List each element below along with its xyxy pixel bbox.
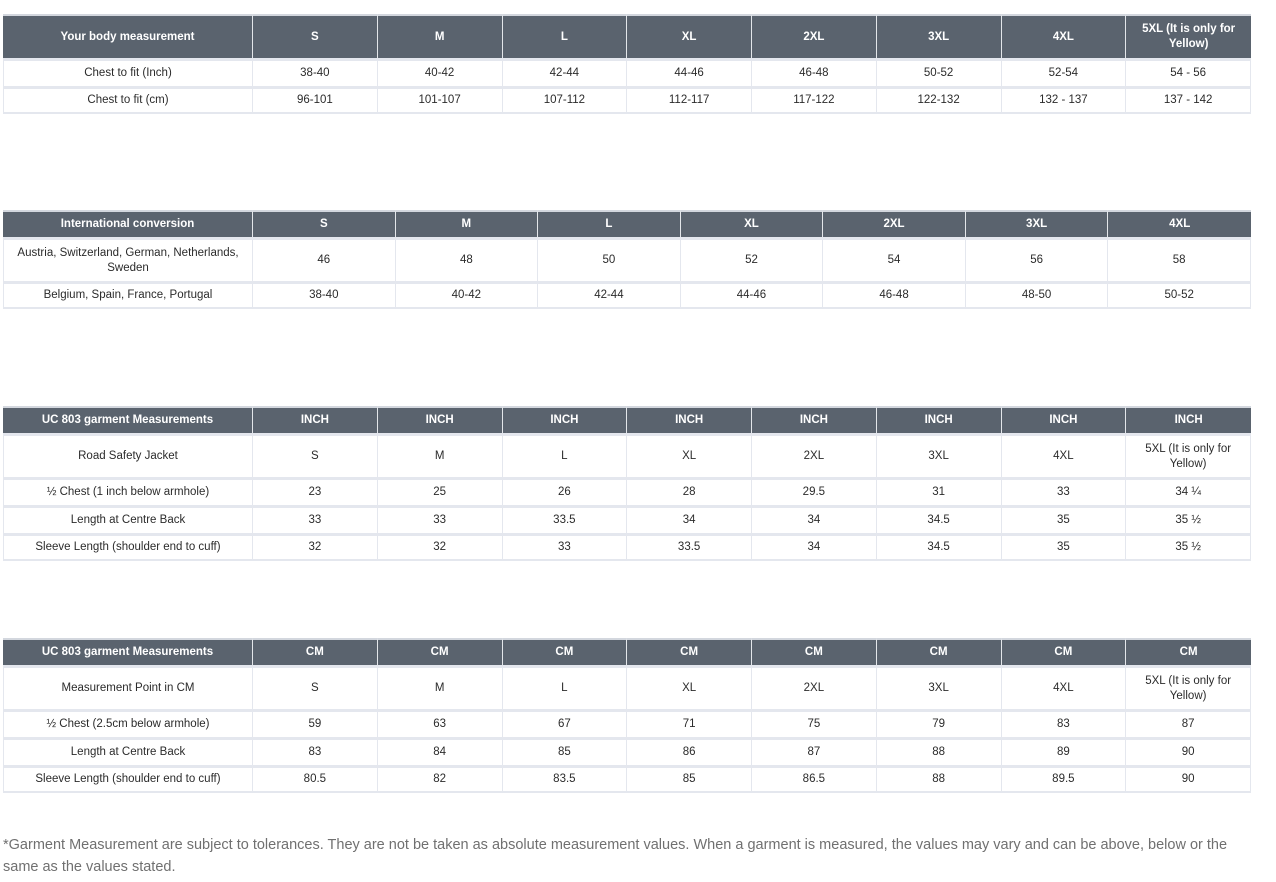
table-cell: 112-117 [627, 86, 752, 114]
table-row [3, 281, 1251, 309]
header-cell: INCH [627, 406, 752, 433]
header-cell: INCH [253, 406, 378, 433]
table-cell: 122-132 [877, 86, 1002, 114]
header-cell: 3XL [877, 14, 1002, 58]
table-cell: 33 [378, 505, 503, 533]
table-cell: 31 [877, 477, 1002, 505]
header-cell: M [378, 14, 503, 58]
table-cell: 71 [627, 709, 752, 737]
table-cell: 35 [1002, 533, 1127, 561]
table-cell: 28 [627, 477, 752, 505]
row-label: Chest to fit (cm) [3, 86, 253, 114]
header-cell: 4XL [1002, 14, 1127, 58]
table-cell: 35 ½ [1126, 505, 1251, 533]
table-cell: 4XL [1002, 665, 1127, 709]
table-cell: L [503, 665, 628, 709]
table-cell: 75 [752, 709, 877, 737]
table-cell: 32 [378, 533, 503, 561]
table-cell: S [253, 665, 378, 709]
row-label: ½ Chest (1 inch below armhole) [3, 477, 253, 505]
header-cell: XL [627, 14, 752, 58]
table-cell: 33.5 [503, 505, 628, 533]
header-cell: UC 803 garment Measurements [3, 638, 253, 665]
table-cell: 25 [378, 477, 503, 505]
row-label: Austria, Switzerland, German, Netherlands, Sweden [3, 237, 253, 281]
table-cell: M [378, 433, 503, 477]
table-cell: 33 [503, 533, 628, 561]
row-label: Sleeve Length (shoulder end to cuff) [3, 533, 253, 561]
international-conversion-table [3, 210, 1251, 309]
table-cell: 86.5 [752, 765, 877, 793]
table-cell: M [378, 665, 503, 709]
row-label: Length at Centre Back [3, 505, 253, 533]
table-cell: 38-40 [253, 281, 396, 309]
table-row [3, 237, 1251, 281]
header-cell: 4XL [1108, 210, 1251, 237]
table-cell: 89 [1002, 737, 1127, 765]
header-cell: INCH [1002, 406, 1127, 433]
header-cell: INCH [503, 406, 628, 433]
table-cell: 82 [378, 765, 503, 793]
header-cell: CM [503, 638, 628, 665]
table-cell: 48-50 [966, 281, 1109, 309]
table-cell: 33.5 [627, 533, 752, 561]
table-cell: 48 [396, 237, 539, 281]
table-cell: 54 - 56 [1126, 58, 1251, 86]
table-cell: 52-54 [1002, 58, 1127, 86]
table-cell: XL [627, 665, 752, 709]
table-cell: 34 [752, 533, 877, 561]
table-cell: 90 [1126, 737, 1251, 765]
header-cell: CM [378, 638, 503, 665]
table-row [3, 533, 1251, 561]
table-header-row [3, 210, 1251, 237]
table-cell: 137 - 142 [1126, 86, 1251, 114]
table-cell: 86 [627, 737, 752, 765]
body-measurement-table [3, 14, 1251, 114]
header-cell: CM [627, 638, 752, 665]
table-header-row [3, 14, 1251, 58]
table-cell: 4XL [1002, 433, 1127, 477]
table-cell: 35 [1002, 505, 1127, 533]
row-label: Chest to fit (Inch) [3, 58, 253, 86]
table-cell: 33 [253, 505, 378, 533]
table-cell: 96-101 [253, 86, 378, 114]
header-cell: INCH [752, 406, 877, 433]
header-cell: INCH [1126, 406, 1251, 433]
table-cell: 117-122 [752, 86, 877, 114]
header-cell: CM [752, 638, 877, 665]
table-cell: 46 [253, 237, 396, 281]
table-cell: 44-46 [627, 58, 752, 86]
table-cell: 79 [877, 709, 1002, 737]
table-cell: 34 ¼ [1126, 477, 1251, 505]
table-cell: 80.5 [253, 765, 378, 793]
table-cell: 90 [1126, 765, 1251, 793]
table-cell: 52 [681, 237, 824, 281]
table-cell: 38-40 [253, 58, 378, 86]
table-cell: 32 [253, 533, 378, 561]
table-row [3, 433, 1251, 477]
table-cell: L [503, 433, 628, 477]
header-cell: CM [1002, 638, 1127, 665]
table-cell: 67 [503, 709, 628, 737]
table-cell: 26 [503, 477, 628, 505]
row-label: Length at Centre Back [3, 737, 253, 765]
table-cell: 33 [1002, 477, 1127, 505]
table-cell: 2XL [752, 665, 877, 709]
header-cell: 5XL (It is only for Yellow) [1126, 14, 1251, 58]
table-cell: 58 [1108, 237, 1251, 281]
table-cell: 34.5 [877, 505, 1002, 533]
table-cell: 40-42 [396, 281, 539, 309]
table-row [3, 665, 1251, 709]
table-row [3, 737, 1251, 765]
table-cell: 87 [752, 737, 877, 765]
table-cell: 46-48 [752, 58, 877, 86]
garment-cm-table [3, 638, 1251, 793]
table-cell: 89.5 [1002, 765, 1127, 793]
table-cell: 54 [823, 237, 966, 281]
header-cell: 2XL [752, 14, 877, 58]
header-cell: XL [681, 210, 824, 237]
table-cell: 40-42 [378, 58, 503, 86]
table-row [3, 58, 1251, 86]
row-label: ½ Chest (2.5cm below armhole) [3, 709, 253, 737]
garment-inch-table [3, 406, 1251, 561]
row-label: Road Safety Jacket [3, 433, 253, 477]
header-cell: Your body measurement [3, 14, 253, 58]
table-cell: 50-52 [1108, 281, 1251, 309]
table-cell: 3XL [877, 665, 1002, 709]
header-cell: 2XL [823, 210, 966, 237]
table-cell: 83 [1002, 709, 1127, 737]
table-row [3, 709, 1251, 737]
table-cell: 2XL [752, 433, 877, 477]
table-row [3, 86, 1251, 114]
table-cell: 85 [627, 765, 752, 793]
table-cell: 34 [752, 505, 877, 533]
table-cell: 107-112 [503, 86, 628, 114]
row-label: Belgium, Spain, France, Portugal [3, 281, 253, 309]
table-cell: 85 [503, 737, 628, 765]
table-cell: 46-48 [823, 281, 966, 309]
table-row [3, 765, 1251, 793]
table-cell: 5XL (It is only for Yellow) [1126, 665, 1251, 709]
table-cell: 87 [1126, 709, 1251, 737]
table-cell: S [253, 433, 378, 477]
table-cell: 35 ½ [1126, 533, 1251, 561]
header-cell: International conversion [3, 210, 253, 237]
header-cell: L [503, 14, 628, 58]
header-cell: UC 803 garment Measurements [3, 406, 253, 433]
table-row [3, 477, 1251, 505]
header-cell: L [538, 210, 681, 237]
table-header-row [3, 638, 1251, 665]
table-cell: 42-44 [538, 281, 681, 309]
table-cell: 83.5 [503, 765, 628, 793]
table-cell: 56 [966, 237, 1109, 281]
header-cell: INCH [877, 406, 1002, 433]
table-cell: 42-44 [503, 58, 628, 86]
table-cell: 59 [253, 709, 378, 737]
table-cell: 88 [877, 765, 1002, 793]
header-cell: S [253, 14, 378, 58]
table-cell: 44-46 [681, 281, 824, 309]
table-cell: 101-107 [378, 86, 503, 114]
header-cell: M [396, 210, 539, 237]
table-cell: 88 [877, 737, 1002, 765]
header-cell: CM [253, 638, 378, 665]
table-cell: 3XL [877, 433, 1002, 477]
header-cell: CM [1126, 638, 1251, 665]
table-cell: XL [627, 433, 752, 477]
table-cell: 132 - 137 [1002, 86, 1127, 114]
row-label: Sleeve Length (shoulder end to cuff) [3, 765, 253, 793]
table-cell: 63 [378, 709, 503, 737]
row-label: Measurement Point in CM [3, 665, 253, 709]
table-header-row [3, 406, 1251, 433]
table-cell: 29.5 [752, 477, 877, 505]
table-row [3, 505, 1251, 533]
header-cell: 3XL [966, 210, 1109, 237]
table-cell: 84 [378, 737, 503, 765]
tolerance-footnote: *Garment Measurement are subject to tolerances. They are not be taken as absolute measurement values. When a garment is measured, the values may vary and can be above, below or the same as the values stated. [3, 837, 1228, 875]
header-cell: S [253, 210, 396, 237]
table-cell: 23 [253, 477, 378, 505]
header-cell: INCH [378, 406, 503, 433]
table-cell: 50-52 [877, 58, 1002, 86]
table-cell: 83 [253, 737, 378, 765]
header-cell: CM [877, 638, 1002, 665]
table-cell: 50 [538, 237, 681, 281]
table-cell: 34 [627, 505, 752, 533]
table-cell: 5XL (It is only for Yellow) [1126, 433, 1251, 477]
table-cell: 34.5 [877, 533, 1002, 561]
